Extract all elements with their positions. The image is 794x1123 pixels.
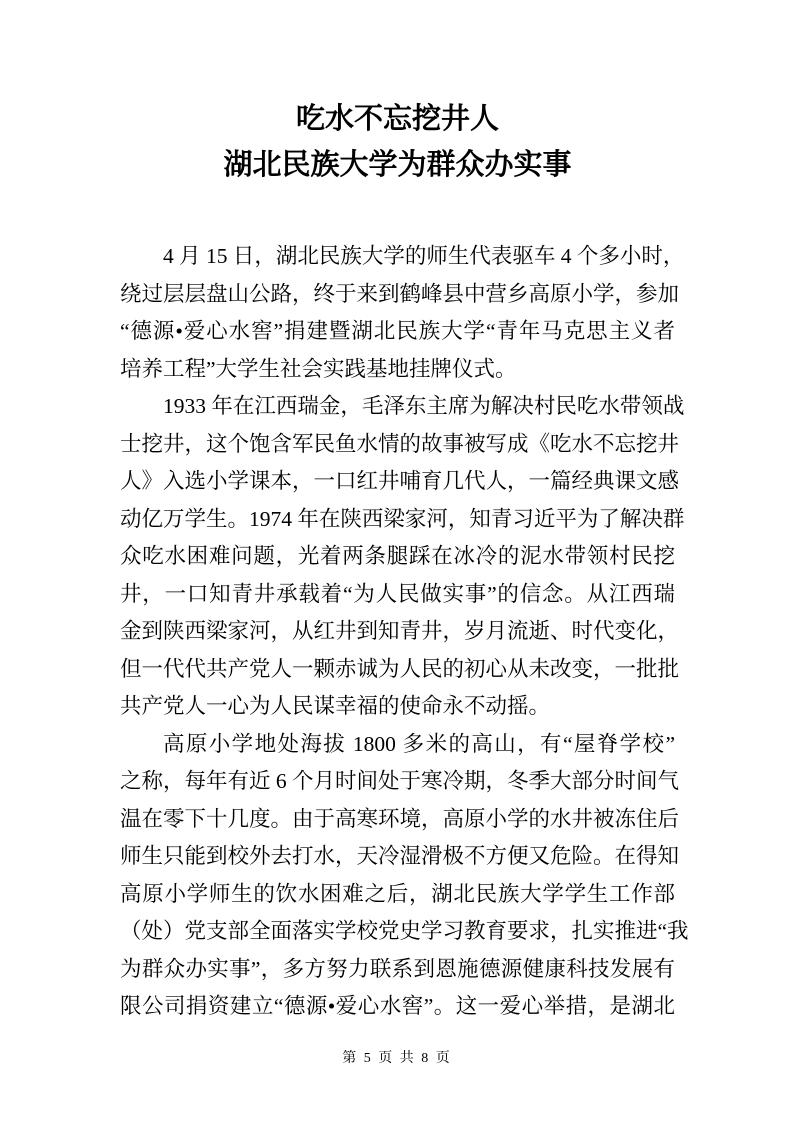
paragraph-3 xyxy=(120,726,689,1026)
body-text-line: 高原小学地处海拔 1800 多米的高山，有“屋脊学校” xyxy=(163,731,675,756)
body-text-line: 师生只能到校外去打水，天冷湿滑极不方便又危险。在得知 xyxy=(120,844,680,868)
body-text-line: 但一代代共产党人一颗赤诚为人民的初心从未改变，一批批 xyxy=(120,656,680,681)
title-line-1: 吃水不忘挖井人 xyxy=(295,103,499,135)
body-text-line: 为群众办实事”，多方努力联系到恩施德源健康科技发展有 xyxy=(120,956,675,981)
body-text-line: 动亿万学生。1974 年在陕西梁家河，知青习近平为了解决群 xyxy=(120,506,685,531)
body-text-line: 井，一口知青井承载着“为人民做实事”的信念。从江西瑞 xyxy=(120,581,675,606)
paragraph-1 xyxy=(120,238,685,388)
body-text-line: 限公司捐资建立“德源•爱心水窖”。这一爱心举措，是湖北 xyxy=(120,994,675,1018)
body-text-line: “德源•爱心水窖”捐建暨湖北民族大学“青年马克思主义者 xyxy=(120,319,675,343)
body-text-line: （处）党支部全面落实学校党史学习教育要求，扎实推进“我 xyxy=(120,919,689,943)
title-line-2: 湖北民族大学为群众办实事 xyxy=(223,149,572,181)
body-text-line: 金到陕西梁家河，从红井到知青井，岁月流逝、时代变化， xyxy=(120,619,680,643)
body-text-line: 众吃水困难问题，光着两条腿踩在冰冷的泥水带领村民挖 xyxy=(120,544,675,568)
body-text-line: 高原小学师生的饮水困难之后，湖北民族大学学生工作部 xyxy=(120,881,675,906)
body-text-line: 温在零下十几度。由于高寒环境，高原小学的水井被冻住后 xyxy=(120,806,680,831)
body-text-line: 1933 年在江西瑞金，毛泽东主席为解决村民吃水带领战 xyxy=(163,394,685,418)
body-text-line: 绕过层层盘山公路，终于来到鹤峰县中营乡高原小学，参加 xyxy=(120,281,680,306)
body-text-line: 培养工程”大学生社会实践基地挂牌仪式。 xyxy=(120,356,517,381)
page-number-footer: 第 5 页 共 8 页 xyxy=(342,1051,452,1066)
document-body xyxy=(120,238,689,1026)
document-title xyxy=(120,96,675,188)
body-text-line: 共产党人一心为人民谋幸福的使命永不动摇。 xyxy=(120,694,551,718)
paragraph-2 xyxy=(120,388,685,726)
body-text-line: 人》入选小学课本，一口红井哺育几代人，一篇经典课文感 xyxy=(120,469,680,493)
body-text-line: 士挖井，这个饱含军民鱼水情的故事被写成《吃水不忘挖井 xyxy=(120,431,680,456)
body-text-line: 之称，每年有近 6 个月时间处于寒冷期，冬季大部分时间气 xyxy=(120,769,680,793)
body-text-line: 4 月 15 日，湖北民族大学的师生代表驱车 4 个多小时， xyxy=(163,244,685,268)
